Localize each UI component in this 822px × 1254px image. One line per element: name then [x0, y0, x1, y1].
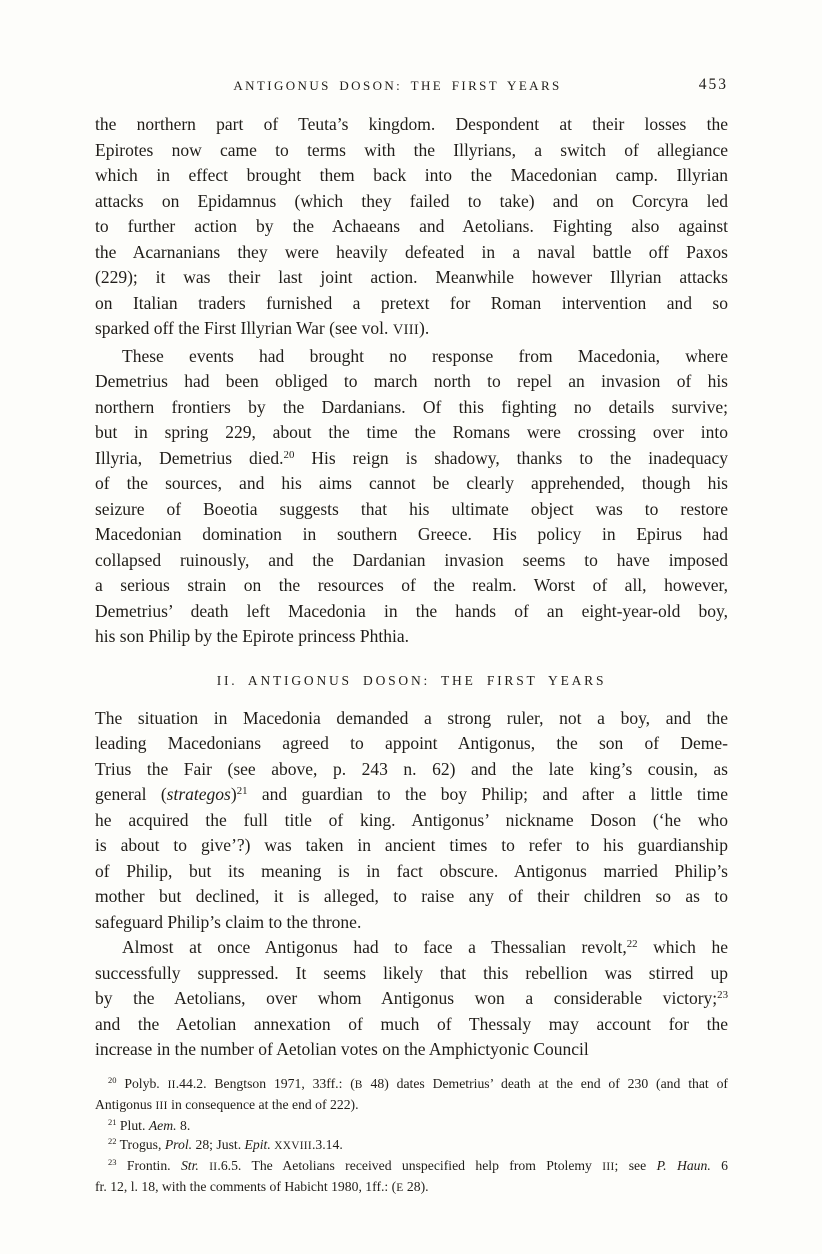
text-line [95, 548, 728, 574]
text-run: P. Haun. [656, 1157, 711, 1173]
text-run: Aem. [148, 1117, 177, 1133]
text-run: and the Aetolian annexation of much of Thessaly may account for the [95, 1013, 728, 1034]
text-line [95, 369, 728, 395]
text-line [95, 935, 728, 961]
text-line [95, 808, 728, 834]
text-run: mother but declined, it is alleged, to raise any of their children so as to [95, 886, 728, 906]
text-run: of the sources, and his aims cannot be clearly apprehended, though his [95, 473, 728, 493]
text-line [95, 471, 728, 497]
text-run: and guardian to the boy Philip; and after a little time [247, 784, 728, 804]
text-run: collapsed ruinously, and the Dardanian invasion seems to have imposed [95, 549, 728, 570]
text-run: seizure of Boeotia suggests that his ultimate object was to restore [95, 498, 728, 519]
text-run: .6.5. The Aetolians received unspecified help from Ptolemy [217, 1157, 603, 1173]
text-run: .44.2. Bengtson 1971, 33ff.: ( [175, 1075, 355, 1091]
paragraph [95, 935, 728, 1063]
text-line [95, 522, 728, 548]
footnotes [95, 1074, 728, 1198]
running-head [95, 78, 728, 96]
running-head-title: ANTIGONUS DOSON: THE FIRST YEARS [233, 78, 562, 93]
text-run: northern frontiers by the Dardanians. Of this fighting no details survive; [95, 396, 728, 417]
text-run: successfully suppressed. It seems likely that this rebellion was stirred up [95, 962, 728, 983]
footnote-marker: 22 [626, 938, 638, 951]
text-line [95, 291, 728, 317]
text-run: VIII [392, 322, 419, 338]
text-run: 8. [176, 1117, 191, 1133]
text-run: 28; Just. [192, 1136, 245, 1152]
text-run: III [602, 1160, 615, 1173]
text-run: Trogus, [116, 1136, 165, 1152]
text-line [95, 163, 728, 189]
text-line [95, 1095, 728, 1116]
text-run: III [155, 1099, 168, 1112]
text-run: (229); it was their last joint action. Meanwhile however Illyrian attacks [95, 267, 728, 287]
text-run: which in effect brought them back into the Macedonian camp. Illyrian [95, 165, 728, 185]
text-line [95, 706, 728, 732]
text-line [95, 910, 728, 936]
text-line [95, 833, 728, 859]
text-line [95, 1037, 728, 1063]
text-line [95, 624, 728, 650]
text-line [95, 420, 728, 446]
section-heading: II. ANTIGONUS DOSON: THE FIRST YEARS [216, 672, 607, 688]
paragraph [95, 112, 728, 344]
text-line [95, 1074, 728, 1095]
text-run: II [167, 1078, 176, 1091]
text-line [95, 1116, 728, 1135]
text-line [95, 731, 728, 757]
text-line [95, 782, 728, 808]
text-line [95, 214, 728, 240]
text-run: Prol. [164, 1136, 193, 1152]
text-run: Demetrius had been obliged to march north to repel an invasion of his [95, 371, 728, 391]
footnote-marker: 21 [108, 1117, 117, 1128]
text-line [95, 1177, 728, 1198]
text-run: 48) dates Demetrius’ death at the end of 230 (and that of [362, 1075, 728, 1091]
footnote-marker: 20 [108, 1075, 117, 1086]
text-run: XXVIII [274, 1139, 312, 1152]
text-line [95, 446, 728, 472]
text-run: the Acarnanians they were heavily defeated in a naval battle off Paxos [95, 241, 728, 262]
page-number: 453 [698, 76, 728, 93]
text-line [95, 395, 728, 421]
text-run: His reign is shadowy, thanks to the inadequacy [294, 447, 728, 468]
text-run: The situation in Macedonia demanded a strong ruler, not a boy, and the [95, 707, 728, 728]
text-line [95, 316, 728, 344]
text-run: a serious strain on the resources of the realm. Worst of all, however, [95, 575, 728, 595]
text-run: Antigonus [95, 1096, 156, 1112]
footnote [95, 1156, 728, 1198]
footnote [95, 1116, 728, 1135]
text-run: ; see [614, 1157, 657, 1173]
body-content [95, 112, 728, 1063]
text-run [199, 1158, 209, 1173]
text-run: sparked off the First Illyrian War (see vol. [95, 318, 393, 338]
text-run: Illyria, Demetrius died. [95, 447, 284, 468]
text-line [95, 344, 728, 370]
text-line [95, 884, 728, 910]
text-run: ). [419, 318, 430, 338]
text-run: which he [637, 937, 728, 957]
text-line [95, 599, 728, 625]
text-line [95, 497, 728, 523]
text-run: is about to give’?) was taken in ancient times to refer to his guardianship [95, 835, 728, 855]
footnote-marker: 23 [108, 1157, 117, 1168]
text-line [95, 573, 728, 599]
footnote-marker: 22 [108, 1136, 117, 1147]
text-run: by the Aetolians, over whom Antigonus won a considerable victory; [95, 988, 718, 1008]
text-run: attacks on Epidamnus (which they failed to take) and on Corcyra led [95, 190, 728, 211]
text-run: Epit. [244, 1136, 271, 1152]
footnote-marker: 20 [283, 448, 295, 461]
text-run: II [209, 1160, 218, 1173]
text-line [95, 1156, 728, 1177]
text-run: Frontin. [116, 1157, 181, 1173]
text-run: Str. [180, 1157, 199, 1173]
text-run: on Italian traders furnished a pretext for Roman intervention and so [95, 292, 728, 313]
text-run: 6 [710, 1157, 729, 1173]
text-run: ) [230, 784, 237, 804]
text-line [95, 986, 728, 1012]
text-run: Almost at once Antigonus had to face a Thessalian revolt, [122, 937, 627, 957]
text-line [95, 265, 728, 291]
text-line [95, 240, 728, 266]
text-line [95, 859, 728, 885]
text-run: leading Macedonians agreed to appoint Antigonus, the son of Deme- [95, 733, 728, 753]
text-run: the northern part of Teuta’s kingdom. Despondent at their losses the [95, 114, 728, 134]
footnote-marker: 21 [236, 785, 248, 798]
text-line [95, 112, 728, 138]
text-run: Plut. [116, 1117, 149, 1133]
footnote-marker: 23 [717, 989, 728, 1002]
text-run: These events had brought no response from Macedonia, where [122, 345, 728, 366]
text-run: strategos [166, 784, 231, 804]
paragraph [95, 344, 728, 650]
paragraph [95, 706, 728, 936]
text-run: his son Philip by the Epirote princess Phthia. [95, 626, 410, 646]
text-line [95, 138, 728, 164]
text-run: fr. 12, l. 18, with the comments of Habicht 1980, 1ff.: ( [95, 1178, 397, 1194]
footnote [95, 1135, 728, 1156]
text-line [95, 189, 728, 215]
text-run: Demetrius’ death left Macedonia in the hands of an eight-year-old boy, [95, 600, 728, 621]
text-line [95, 961, 728, 987]
text-run: increase in the number of Aetolian votes on the Amphictyonic Council [95, 1039, 589, 1059]
text-run: he acquired the full title of king. Antigonus’ nickname Doson (‘he who [95, 809, 728, 830]
text-run: B [354, 1078, 363, 1091]
text-run: Macedonian domination in southern Greece. His policy in Epirus had [95, 524, 728, 544]
text-run: 28). [403, 1178, 429, 1194]
text-run: in consequence at the end of 222). [167, 1096, 359, 1112]
text-line [95, 757, 728, 783]
text-run: Trius the Fair (see above, p. 243 n. 62) and the late king’s cousin, as [95, 758, 728, 779]
text-run: to further action by the Achaeans and Aetolians. Fighting also against [95, 216, 728, 236]
text-run: Epirotes now came to terms with the Illyrians, a switch of allegiance [95, 139, 728, 160]
text-run: but in spring 229, about the time the Romans were crossing over into [95, 422, 728, 442]
text-run: Polyb. [116, 1075, 168, 1091]
text-run: .3.14. [311, 1136, 343, 1152]
text-run: safeguard Philip’s claim to the throne. [95, 911, 362, 932]
text-line [95, 1012, 728, 1038]
text-run: general ( [95, 784, 167, 804]
text-line [95, 1135, 728, 1156]
text-run: of Philip, but its meaning is in fact obscure. Antigonus married Philip’s [95, 860, 728, 881]
footnote [95, 1074, 728, 1116]
text-run: E [396, 1181, 404, 1194]
